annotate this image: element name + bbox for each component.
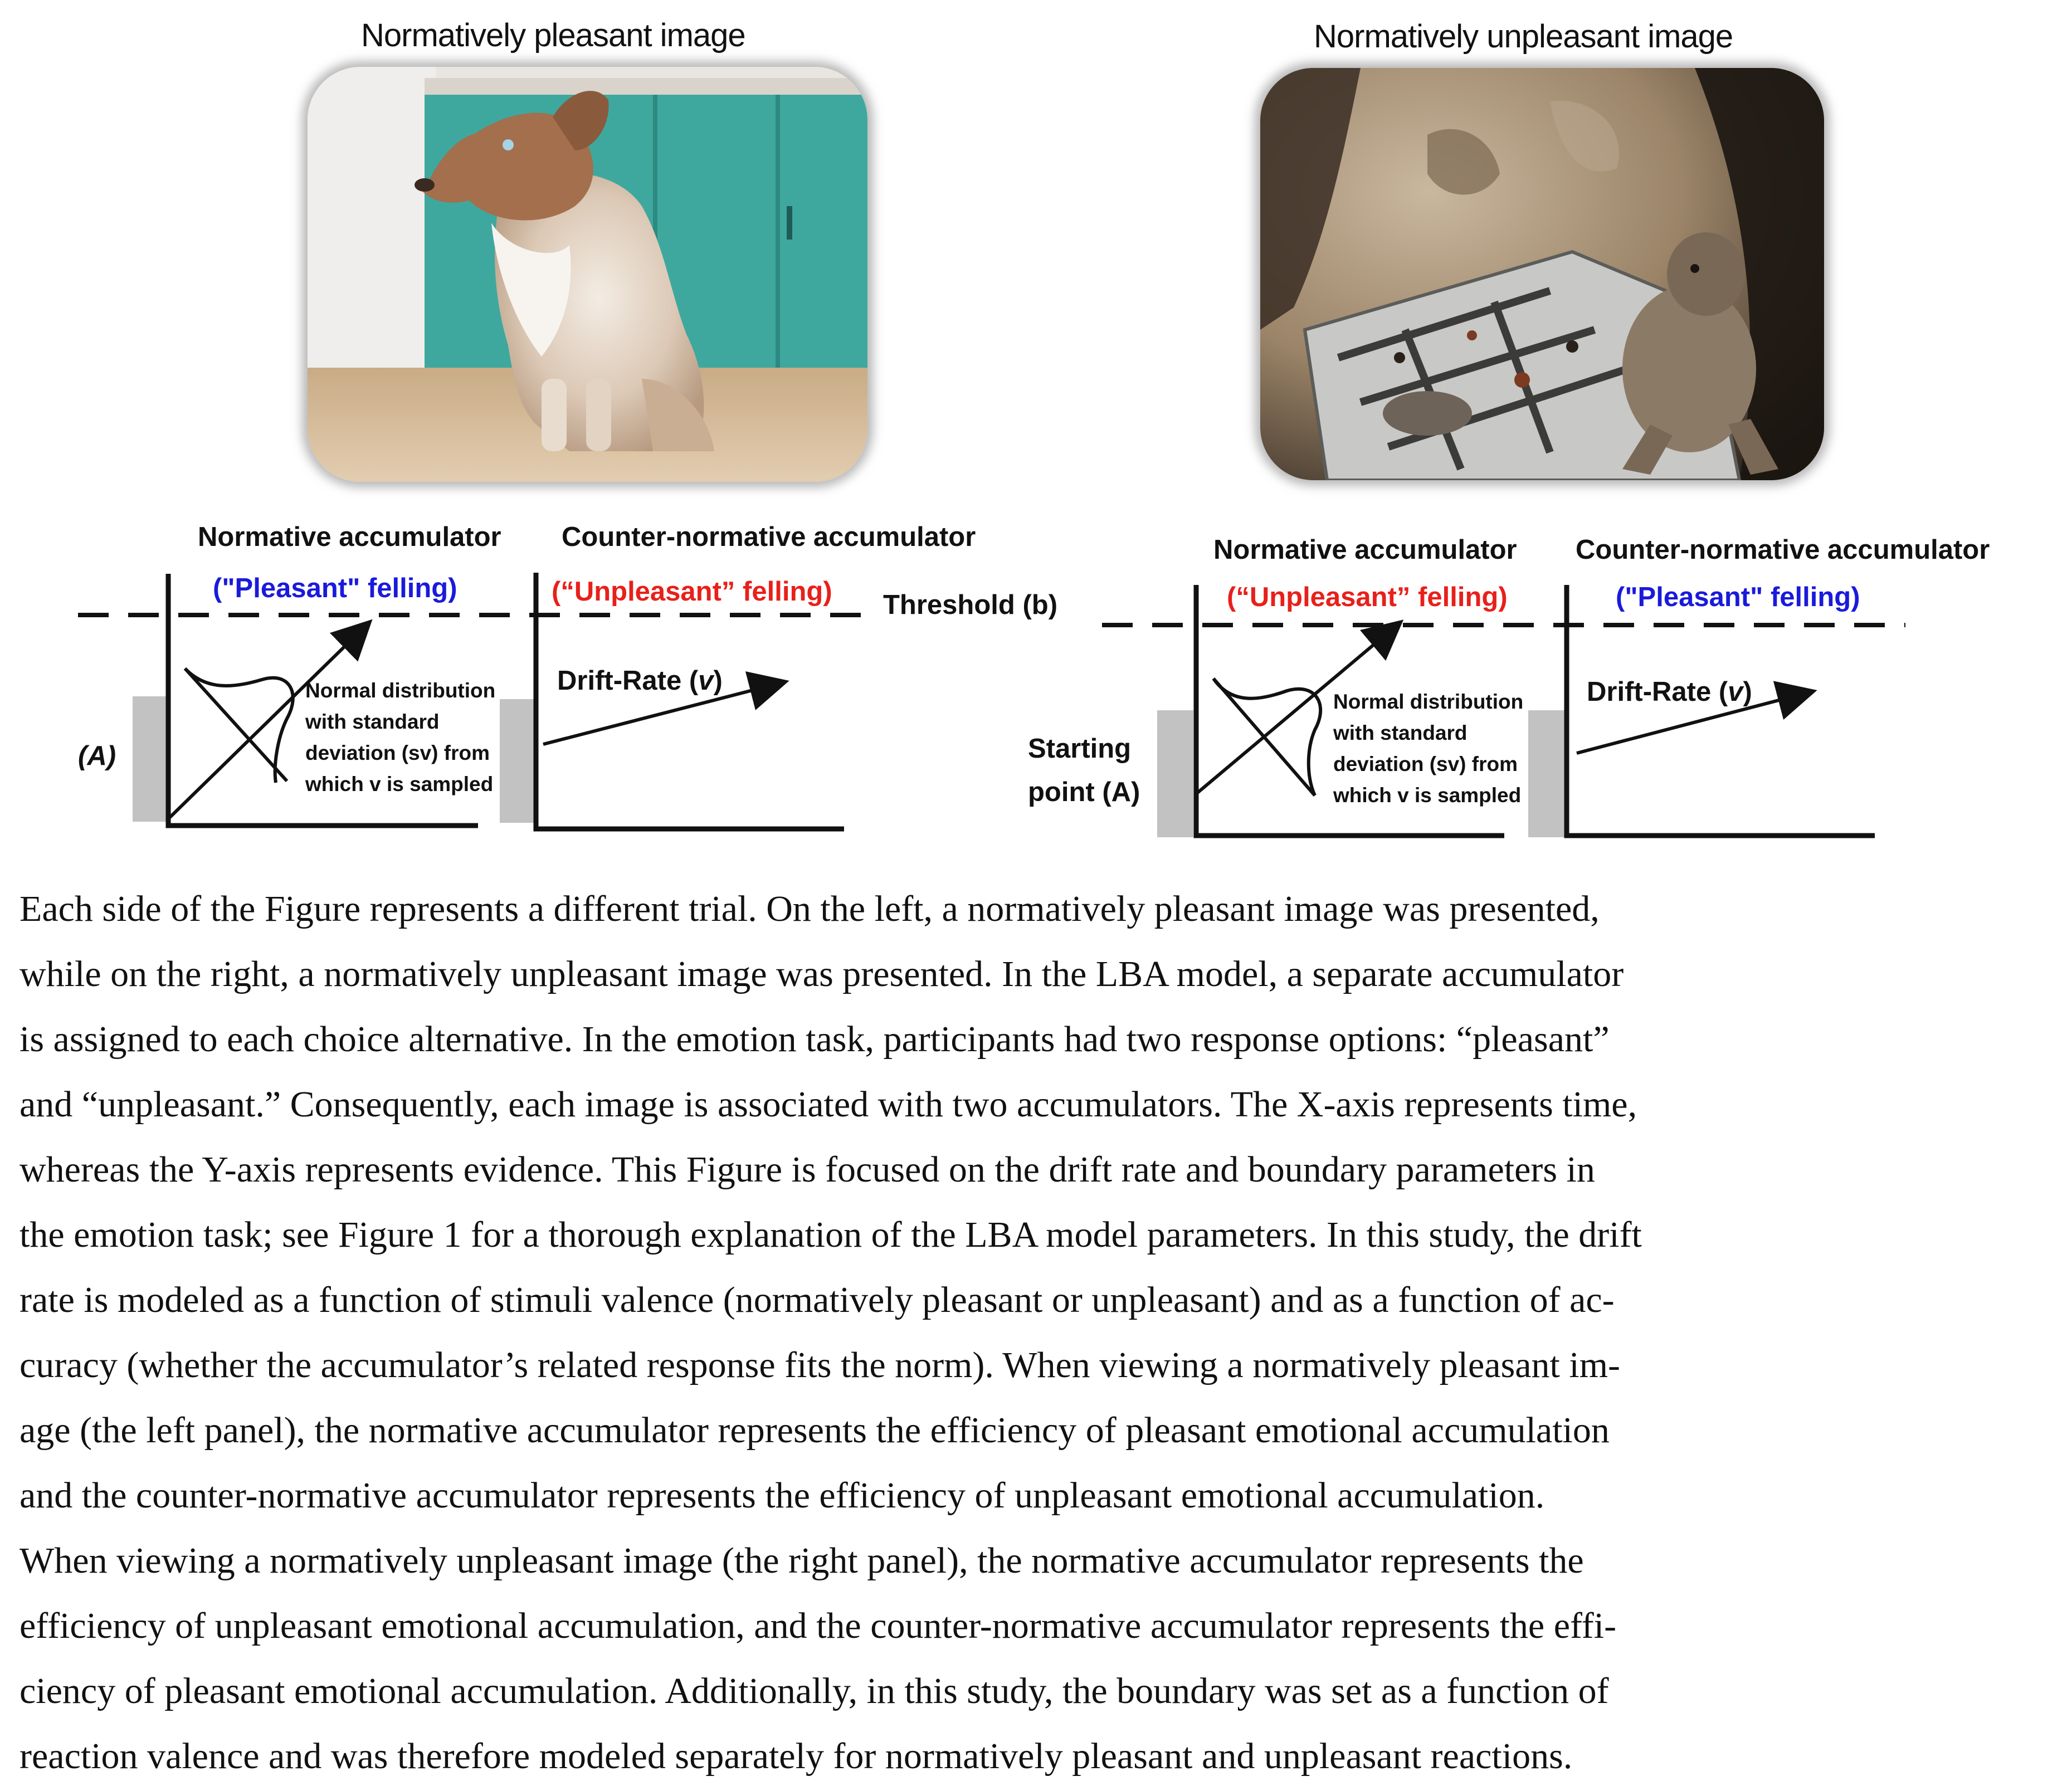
caption-line: When viewing a normatively unpleasant image (the right panel), the normative accumulator represents the bbox=[19, 1540, 1584, 1581]
caption-line: is assigned to each choice alternative. In the emotion task, participants had two response options: “pleasant” bbox=[19, 1019, 1610, 1060]
figure-caption bbox=[19, 876, 2053, 1789]
caption-line: the emotion task; see Figure 1 for a thorough explanation of the LBA model parameters. In this study, the drift bbox=[19, 1214, 1642, 1255]
left-counter-starting-box bbox=[500, 699, 534, 823]
left-counter-normative-accumulator-label: Counter-normative accumulator bbox=[562, 522, 976, 552]
caption-line: age (the left panel), the normative accumulator represents the efficiency of pleasant emotional accumulation bbox=[19, 1410, 1610, 1451]
right-counter-axes bbox=[1567, 585, 1875, 836]
right-starting-point-label: Starting point (A) bbox=[1028, 734, 1140, 807]
right-starting-point-box bbox=[1157, 710, 1193, 837]
right-normative-response-label: (“Unpleasant” felling) bbox=[1227, 582, 1508, 612]
left-counter-axes bbox=[536, 573, 844, 829]
caption-paragraph bbox=[19, 876, 2053, 1789]
caption-line: and “unpleasant.” Consequently, each image is associated with two accumulators. The X-axis represents time, bbox=[19, 1084, 1637, 1125]
caption-line: rate is modeled as a function of stimuli valence (normatively pleasant or unpleasant) and as a function of ac- bbox=[19, 1280, 1615, 1320]
right-counter-starting-box bbox=[1528, 710, 1564, 837]
right-distribution-note: Normal distribution with standard deviation (sv) from which v is sampled bbox=[1333, 690, 1524, 807]
left-image-title: Normatively pleasant image bbox=[361, 17, 745, 53]
right-drift-rate-label: Drift-Rate (v) bbox=[1587, 677, 1752, 707]
caption-line: while on the right, a normatively unpleasant image was presented. In the LBA model, a separate accumulator bbox=[19, 954, 1624, 994]
right-lba-panel bbox=[1028, 535, 1990, 837]
lba-diagram bbox=[0, 0, 2072, 869]
caption-line: Each side of the Figure represents a different trial. On the left, a normatively pleasant image was presented, bbox=[19, 889, 1600, 929]
left-starting-point-label: (A) bbox=[78, 741, 116, 771]
caption-line: ciency of pleasant emotional accumulation. Additionally, in this study, the boundary was set as a function of bbox=[19, 1671, 1609, 1711]
left-lba-panel bbox=[78, 522, 1057, 829]
left-normative-accumulator-label: Normative accumulator bbox=[198, 522, 501, 552]
left-counter-response-label: (“Unpleasant” felling) bbox=[552, 577, 832, 607]
caption-line: reaction valence and was therefore modeled separately for normatively pleasant and unpleasant reactions. bbox=[19, 1736, 1573, 1777]
caption-line: curacy (whether the accumulator’s related response fits the norm). When viewing a normatively pleasant im- bbox=[19, 1345, 1621, 1385]
left-threshold-label: Threshold (b) bbox=[883, 590, 1058, 620]
caption-line: efficiency of unpleasant emotional accumulation, and the counter-normative accumulator represents the effi- bbox=[19, 1605, 1617, 1646]
left-distribution-note: Normal distribution with standard deviation (sv) from which v is sampled bbox=[305, 679, 496, 796]
right-counter-normative-accumulator-label: Counter-normative accumulator bbox=[1576, 535, 1990, 565]
left-starting-point-box bbox=[133, 696, 167, 822]
caption-line: whereas the Y-axis represents evidence. This Figure is focused on the drift rate and boundary parameters in bbox=[19, 1149, 1595, 1190]
right-normative-accumulator-label: Normative accumulator bbox=[1213, 535, 1517, 565]
left-normative-response-label: ("Pleasant" felling) bbox=[213, 573, 457, 603]
left-drift-rate-label: Drift-Rate (v) bbox=[557, 666, 723, 696]
caption-line: and the counter-normative accumulator represents the efficiency of unpleasant emotional accumulation. bbox=[19, 1475, 1545, 1516]
right-counter-response-label: ("Pleasant" felling) bbox=[1616, 582, 1860, 612]
right-image-title: Normatively unpleasant image bbox=[1314, 18, 1733, 55]
